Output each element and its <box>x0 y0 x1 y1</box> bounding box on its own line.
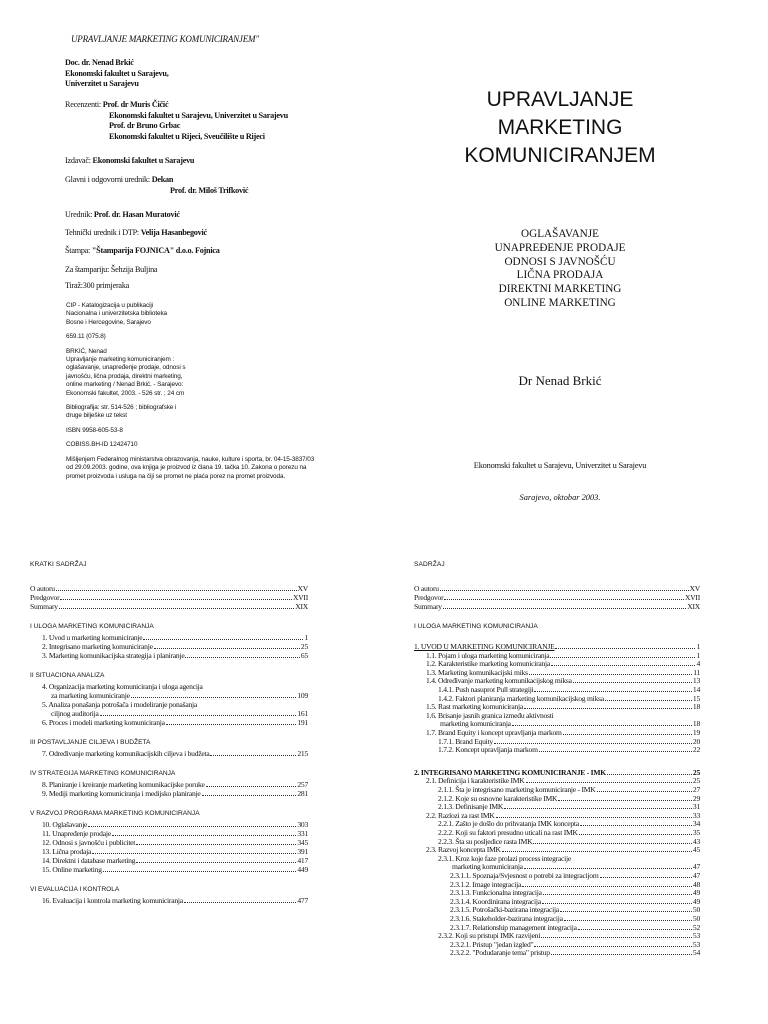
toc-entry-page: 20 <box>692 736 700 746</box>
toc-entry-page: 34 <box>692 819 700 829</box>
section-heading: II SITUACIONA ANALIZA <box>30 672 105 679</box>
subtitle-line: ONLINE MARKETING <box>504 296 616 309</box>
urednik-label: Urednik: <box>65 210 93 219</box>
leader-dots <box>597 791 692 792</box>
toc-entry-label: 16. Evaluacija i kontrola marketing komuniciranja <box>42 896 183 905</box>
toc-entry-label: 15. Online marketing <box>42 865 102 874</box>
cip-line: BRKIĆ, Nenad <box>66 347 107 355</box>
leader-dots <box>59 608 294 609</box>
toc-entry-page: 50 <box>692 905 700 915</box>
toc-entry-label: 1.4.1. Push nasuprot Pull strategiji <box>438 685 534 694</box>
section-heading: V RAZVOJ PROGRAMA MARKETING KOMUNICIRANJA <box>30 810 200 817</box>
toc-entry-page: 191 <box>297 718 308 727</box>
toc-entry-page: 417 <box>297 856 308 865</box>
toc-entry-page: 13 <box>692 676 700 686</box>
reviewer-2-affiliation: Ekonomski fakultet u Rijeci, Sveučilište u Rijeci <box>109 131 265 141</box>
toc-entry-label: 1.3. Marketing komunikacijski miks <box>426 667 528 677</box>
title-author: Dr Nenad Brkić <box>518 373 602 388</box>
leader-dots <box>529 674 692 675</box>
reviewer-2: Prof. dr Bruno Grbac <box>109 121 181 130</box>
subtitle-line: DIREKTNI MARKETING <box>498 283 622 296</box>
toc-entry-label: Summary <box>30 602 58 611</box>
toc-entry-label: 3. Marketing komunikacijska strategija i planiranje <box>42 651 185 660</box>
toc-entry-label: 7. Određivanje marketing komunikacijskih ciljeva i budžeta <box>42 749 210 758</box>
toc-entry-page: 22 <box>692 745 700 755</box>
leader-dots <box>524 868 692 869</box>
title-line: MARKETING <box>497 116 623 139</box>
leader-dots <box>560 911 692 912</box>
toc-entry-label: 10. Oglašavanje <box>42 820 88 829</box>
section-heading: IV STRATEGIJA MARKETING KOMUNICIRANJA <box>30 770 176 777</box>
dtp-name: Velija Hasanbegović <box>140 228 207 237</box>
toc-entry-label: O autoru <box>30 584 55 593</box>
leader-dots <box>607 774 692 775</box>
leader-dots <box>143 639 303 640</box>
toc-entry-page: 47 <box>692 862 700 872</box>
toc-entry-page: 47 <box>692 871 700 880</box>
urednik-line <box>65 210 180 221</box>
cip-cobiss: COBISS.BH-ID 12424710 <box>66 441 138 449</box>
toc-entry <box>42 856 308 865</box>
leader-dots <box>494 743 692 744</box>
toc-entry-page: 25 <box>692 767 700 777</box>
toc-entry <box>42 820 308 829</box>
title-place-date: Sarajevo, oktobar 2003. <box>519 493 601 502</box>
toc-entry-page: 257 <box>297 780 308 789</box>
leader-dots <box>543 894 692 895</box>
editor-label: Glavni i odgovorni urednik: <box>65 175 150 184</box>
leader-dots <box>605 700 692 701</box>
leader-dots <box>541 937 692 938</box>
toc-entry-label: 12. Odnosi s javnošću i publicitet <box>42 838 136 847</box>
leader-dots <box>563 734 692 735</box>
dtp-line <box>65 228 207 239</box>
toc-entry-page: 49 <box>692 896 700 906</box>
toc-entry-label: 2.3.1. Kroz koje faze prolazi process integracije <box>438 853 572 863</box>
reviewers-block <box>65 100 288 142</box>
full-toc-title: SADRŽAJ <box>414 561 445 568</box>
leader-dots <box>573 682 692 683</box>
author-block <box>65 58 169 90</box>
cip-line: Upravljanje marketing komuniciranjem : <box>66 356 175 364</box>
toc-entry-label: Predgovor <box>30 593 60 602</box>
toc-entry-label: 1.4. Određivanje marketing komunikacijskog miksa <box>426 676 572 686</box>
toc-entry-label: Predgovor <box>414 593 444 602</box>
urednik-name: Prof. dr. Hasan Muratović <box>93 210 180 219</box>
section-heading: VI EVALUACIJA I KONTROLA <box>30 886 120 893</box>
reviewers-label: Recenzenti: <box>65 100 101 109</box>
toc-entry-page: 14 <box>692 685 700 694</box>
toc-entry-page: 477 <box>297 896 308 905</box>
toc-entry-label: 2.1.3. Definisanje IMK <box>438 802 504 812</box>
running-header: UPRAVLJANJE MARKETING KOMUNICIRANJEM" <box>71 34 259 44</box>
toc-entry-page: XV <box>689 584 700 593</box>
toc-entry-page: 1 <box>696 650 700 660</box>
title-line: KOMUNICIRANJEM <box>464 144 656 167</box>
copies-line: Tiraž:300 primjeraka <box>65 281 130 290</box>
toc-entry-page: 33 <box>692 810 700 820</box>
toc-entry-label: 1. UVOD U MARKETING KOMUNICIRANJE <box>414 642 555 651</box>
leader-dots <box>579 834 692 835</box>
leader-dots <box>103 871 297 872</box>
toc-entry <box>42 749 308 758</box>
toc-entry-label: 2.1. Definicija i karakteristike IMK <box>426 776 525 786</box>
toc-entry <box>30 602 308 611</box>
leader-dots <box>522 886 692 887</box>
title-publisher: Ekonomski fakultet u Sarajevu, Univerzitet u Sarajevu <box>473 461 647 470</box>
toc-entry <box>438 745 700 754</box>
leader-dots <box>112 835 297 836</box>
leader-dots <box>526 782 692 783</box>
toc-entry <box>42 718 308 727</box>
leader-dots <box>185 657 299 658</box>
subtitle-line: LIČNA PRODAJA <box>516 269 604 282</box>
toc-entry-page: 48 <box>692 879 700 889</box>
reviewer-1-affiliation: Ekonomski fakultet u Sarajevu, Univerzitet u Sarajevu <box>109 110 288 120</box>
toc-entry-label: marketing komuniciranja <box>452 862 523 872</box>
print-line <box>65 246 220 257</box>
toc-entry-label: 2.3.1.3. Funkcionalna integracija <box>450 888 542 898</box>
toc-entry-label: 13. Lična prodaja <box>42 847 92 856</box>
toc-entry-label: 1.4.2. Faktori planiranja marketing komunikacijskog miksa <box>438 693 604 703</box>
leader-dots <box>551 665 695 666</box>
cip-line: druge bilješke uz tekst <box>66 412 127 420</box>
toc-entry-label: 2.3.2. Koji su pristupi IMK razvijeni <box>438 931 541 941</box>
toc-entry-label: 2.2.2. Koji su faktori presudno uticali na rast IMK <box>438 828 578 837</box>
leader-dots <box>136 844 296 845</box>
toc-entry-label: 11. Unapređenje prodaje <box>42 829 111 838</box>
leader-dots <box>539 751 692 752</box>
leader-dots <box>580 825 692 826</box>
toc-entry <box>30 593 308 602</box>
publisher-label: Izdavač: <box>65 156 91 165</box>
toc-entry-label: 9. Mediji marketing komuniciranja i medijsko planiranje <box>42 789 201 798</box>
leader-dots <box>512 725 692 726</box>
toc-entry-label: marketing komuniciranja <box>440 719 511 729</box>
toc-entry-page: 29 <box>692 793 700 803</box>
toc-entry-page: 15 <box>692 693 700 703</box>
cip-line: oglašavanje, unapređenje prodaje, odnosi s <box>66 364 186 372</box>
toc-entry-page: 18 <box>692 702 700 712</box>
print-label: Štampa: <box>65 246 91 255</box>
toc-entry-page: 1 <box>304 633 308 642</box>
cip-note: Mišljenjem Federalnog ministarstva obrazovanja, nauke, kulture i sporta, br. 04-15-3837/03 <box>66 455 315 463</box>
leader-dots <box>210 755 296 756</box>
cip-line: Ekonomski fakultet, 2003. - 526 str. ; 24 cm <box>66 389 185 397</box>
toc-entry-label: 2.1.2. Koje su osnovne karakteristike IMK <box>438 793 558 803</box>
toc-entry-page: 53 <box>692 931 700 941</box>
leader-dots <box>555 648 695 649</box>
leader-dots <box>496 817 692 818</box>
leader-dots <box>440 590 689 591</box>
toc-entry-label: 1.6. Brisanje jasnih granica između aktivnosti <box>426 710 554 720</box>
toc-entry-page: 45 <box>692 845 700 855</box>
toc-entry-label: 2.2. Razlozi za rast IMK <box>426 810 495 820</box>
leader-dots <box>502 851 692 852</box>
leader-dots <box>534 946 691 947</box>
toc-entry-label: 2.3.2.2. "Podudaranje tema" pristup <box>450 948 550 958</box>
cip-line: online marketing / Nenad Brkić. - Sarajevo: <box>66 381 184 389</box>
leader-dots <box>600 877 692 878</box>
toc-entry-page: 281 <box>297 789 308 798</box>
toc-entry-page: 50 <box>692 914 700 923</box>
toc-entry <box>414 602 700 611</box>
toc-entry-page: XVII <box>684 593 700 602</box>
toc-entry-label: 1.5. Rast marketing komuniciranja <box>426 702 523 712</box>
leader-dots <box>154 648 300 649</box>
toc-entry <box>51 709 308 718</box>
toc-entry-page: 391 <box>297 847 308 856</box>
section-heading: I ULOGA MARKETING KOMUNICIRANJA <box>414 623 538 630</box>
leader-dots <box>578 929 692 930</box>
toc-entry-label: 2.3.1.5. Potrošački-bazirana integracija <box>450 905 559 915</box>
toc-entry-page: 215 <box>297 749 308 758</box>
author-affiliation-2: Univerzitet u Sarajevu <box>65 79 139 88</box>
cip-note: od 29.09.2003. godine, ova knjiga je proizvod iz člana 19. tačka 10. Zakona o porezu na <box>66 464 307 472</box>
toc-entry-label: 1.7.2. Koncept upravljanja markom <box>438 745 538 755</box>
toc-entry-page: 109 <box>297 691 308 700</box>
section-heading: III POSTAVLJANJE CILJEVA I BUDŽETA <box>30 739 151 746</box>
toc-entry-label: 2. INTEGRISANO MARKETING KOMUNICIRANJE - IMK <box>414 767 606 777</box>
toc-entry <box>42 847 308 856</box>
toc-entry-page: XIX <box>687 602 700 611</box>
toc-entry-page: 303 <box>297 820 308 829</box>
editor-name: Prof. dr. Miloš Trifković <box>170 185 249 195</box>
toc-entry-page: XIX <box>295 602 308 611</box>
toc-entry-label: Summary <box>414 602 442 611</box>
leader-dots <box>184 902 297 903</box>
toc-entry <box>42 780 308 789</box>
cip-udc: 659.11 (075.8) <box>66 333 106 341</box>
leader-dots <box>558 800 692 801</box>
book-subtitle <box>400 228 720 311</box>
toc-entry <box>42 651 308 660</box>
toc-entry-label: 2.2.3. Šta su posljedice rasta IMK <box>438 836 533 846</box>
toc-entry-label: 8. Planiranje i kreiranje marketing komunikacijske poruke <box>42 780 205 789</box>
leader-dots <box>534 691 691 692</box>
toc-entry-label: 1.2. Karakteristike marketing komuniciranja <box>426 659 550 669</box>
publisher-line <box>65 156 194 167</box>
toc-entry-page: 4 <box>696 659 700 669</box>
toc-entry-label: 1.1. Pojam i uloga marketing komuniciranja <box>426 650 550 660</box>
editor-block <box>65 175 248 196</box>
cip-block <box>66 302 314 481</box>
leader-dots <box>56 590 297 591</box>
print-name: "Štamparija FOJNICA" d.o.o. Fojnica <box>91 246 220 255</box>
cip-line: Bibliografija: str. 514-526 ; bibliografske i <box>66 404 177 412</box>
publisher-name: Ekonomski fakultet u Sarajevu <box>92 156 195 165</box>
leader-dots <box>524 708 692 709</box>
toc-entry-page: XV <box>297 584 308 593</box>
dtp-label: Tehnički urednik i DTP: <box>65 228 139 237</box>
toc-entry <box>42 642 308 651</box>
impressum-page <box>0 0 384 532</box>
toc-entry-label: 2.3.1.6. Stakeholder-bazirana integracija <box>450 914 563 923</box>
toc-entry-page: 65 <box>300 651 308 660</box>
toc-entry-label: za marketing komuniciranje <box>51 691 130 700</box>
title-line: UPRAVLJANJE <box>486 88 634 111</box>
leader-dots <box>444 599 684 600</box>
leader-dots <box>564 920 692 921</box>
toc-entry-page: 52 <box>692 922 700 932</box>
toc-entry <box>42 789 308 798</box>
leader-dots <box>100 715 297 716</box>
toc-entry-label: 2. Integrisano marketing komuniciranje <box>42 642 153 651</box>
subtitle-line: UNAPREĐENJE PRODAJE <box>494 241 626 254</box>
leader-dots <box>136 862 296 863</box>
for-print-line: Za štampariju: Šehzija Buljina <box>65 265 158 274</box>
toc-entry-label: 1.7. Brand Equity i koncept upravljanja markom <box>426 728 562 737</box>
toc-entry-label: 2.3.1.1. Spoznaja/Svjesnost o potrebi za integracijom <box>450 871 599 880</box>
toc-entry <box>42 633 308 642</box>
toc-entry-label: 14. Direktni i database marketing <box>42 856 136 865</box>
cip-isbn: ISBN 9958-605-53-8 <box>66 426 123 434</box>
toc-entry <box>51 691 308 700</box>
toc-entry-label: ciljnog auditorija <box>51 709 99 718</box>
toc-entry-page: 18 <box>692 719 700 729</box>
cip-note: promet proizvoda i usluga na čiji se promet ne plaća porez na promet proizvoda. <box>66 472 286 480</box>
toc-entry-page: 53 <box>692 939 700 949</box>
toc-entry <box>42 865 308 874</box>
toc-entry <box>42 896 308 905</box>
author-affiliation-1: Ekonomski fakultet u Sarajevu, <box>65 68 169 78</box>
toc-entry-page: 49 <box>692 888 700 898</box>
toc-entry-label: 1.7.1. Brand Equity <box>438 736 493 746</box>
toc-entry-page: 331 <box>297 829 308 838</box>
leader-dots <box>60 599 292 600</box>
toc-entry-label: 2.2.1. Zašto je došlo do prihvatanja IMK koncepta <box>438 819 579 829</box>
toc-entry-page: 19 <box>692 728 700 737</box>
toc-entry <box>450 948 700 957</box>
toc-entry-label: 2.3.2.1. Pristup "jedan izgled" <box>450 939 534 949</box>
toc-entry-page: XVII <box>292 593 308 602</box>
cip-line: Bosne i Hercegovine, Sarajevo <box>66 318 151 326</box>
leader-dots <box>202 795 297 796</box>
leader-dots <box>92 853 296 854</box>
toc-entry-page: 35 <box>692 828 700 837</box>
leader-dots <box>551 954 692 955</box>
toc-entry <box>42 838 308 847</box>
toc-entry-page: 54 <box>692 948 700 958</box>
leader-dots <box>166 724 297 725</box>
toc-entry-page: 11 <box>693 667 700 677</box>
leader-dots <box>88 826 296 827</box>
subtitle-line: ODNOSI S JAVNOŠĆU <box>504 255 616 268</box>
section-heading: I ULOGA MARKETING KOMUNICIRANJA <box>30 623 154 630</box>
toc-entry-page: 161 <box>297 709 308 718</box>
reviewer-1: Prof. dr Muris Čičić <box>102 100 169 109</box>
leader-dots <box>533 843 691 844</box>
toc-entry-page: 31 <box>692 802 700 812</box>
author-name: Doc. dr. Nenad Brkić <box>65 58 134 67</box>
toc-entry <box>414 584 700 593</box>
toc-entry-label: 1. Uvod u marketing komuniciranje <box>42 633 143 642</box>
toc-entry-label: 2.3. Razvoj koncepta IMK <box>426 845 501 855</box>
leader-dots <box>206 786 297 787</box>
toc-entry-label: O autoru <box>414 584 439 593</box>
toc-entry-label: 2.3.1.2. Image integracija <box>450 879 522 889</box>
toc-entry-page: 1 <box>696 642 700 651</box>
short-toc-title: KRATKI SADRŽAJ <box>30 561 87 568</box>
toc-entry-page: 25 <box>300 642 308 651</box>
toc-entry-page: 43 <box>692 836 700 846</box>
toc-entry-page: 27 <box>692 785 700 794</box>
toc-entry <box>30 584 308 593</box>
cip-line: CIP - Katalogizacija u publikaciji <box>66 302 154 309</box>
toc-entry-page: 449 <box>297 865 308 874</box>
cip-line: javnošću, lična prodaja, direktni marketing, <box>66 372 183 380</box>
leader-dots <box>504 808 692 809</box>
toc-entry-label: 2.1.1. Šta je integrisano marketing komuniciranje - IMK <box>438 785 596 794</box>
toc-entry <box>42 829 308 838</box>
leader-dots <box>550 657 695 658</box>
book-title <box>400 86 720 170</box>
cip-line: Nacionalna i univerzitetska biblioteka <box>66 310 167 318</box>
editor-role: Dekan <box>151 175 174 184</box>
toc-entry-label: 6. Proces i modeli marketing komuniciranja <box>42 718 165 727</box>
toc-entry-label: 4. Organizacija marketing komuniciranja i uloga agencija <box>42 682 203 691</box>
toc-entry-page: 25 <box>692 776 700 786</box>
toc-entry-label: 2.3.1.4. Koordinirana integracija <box>450 896 541 906</box>
subtitle-line: OGLAŠAVANJE <box>521 228 599 240</box>
leader-dots <box>131 697 297 698</box>
toc-entry-page: 345 <box>297 838 308 847</box>
toc-entry-label: 5. Analiza ponašanja potrošača i modeliranje ponašanja <box>42 700 197 709</box>
toc-entry <box>414 593 700 602</box>
toc-entry-label: 2.3.1.7. Relationship management integracija <box>450 922 577 932</box>
leader-dots <box>542 903 692 904</box>
leader-dots <box>443 608 686 609</box>
